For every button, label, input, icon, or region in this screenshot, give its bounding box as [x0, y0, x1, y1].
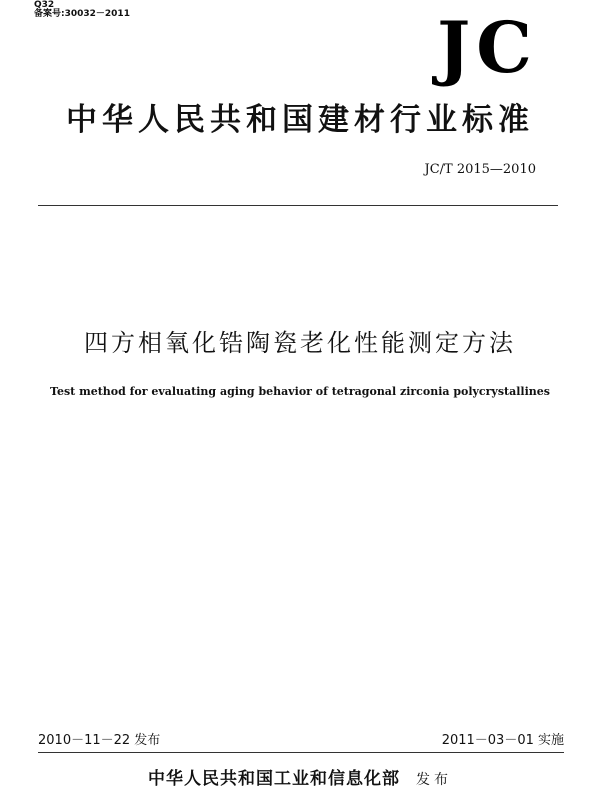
- top-divider: [38, 205, 558, 206]
- publish-action: 发布: [416, 772, 452, 788]
- implementation-date: 2011－03－01 实施: [441, 733, 564, 748]
- ccs-code: Q32: [34, 0, 55, 10]
- issue-date: 2010－11－22 发布: [38, 733, 161, 748]
- publisher-name: 中华人民共和国工业和信息化部: [148, 769, 400, 789]
- document-title-en: Test method for evaluating aging behavior of tetragonal zirconia polycrystallines: [50, 385, 550, 398]
- standard-number: JC/T 2015—2010: [424, 162, 536, 177]
- document-title-cn: 四方相氧化锆陶瓷老化性能测定方法: [84, 329, 516, 357]
- publisher-line: [0, 766, 600, 793]
- filing-number: 备案号:30032－2011: [34, 9, 130, 19]
- jc-logo: JC: [437, 6, 538, 89]
- industry-standard-title: 中华人民共和国建材行业标准: [66, 102, 534, 138]
- bottom-divider: [38, 752, 564, 753]
